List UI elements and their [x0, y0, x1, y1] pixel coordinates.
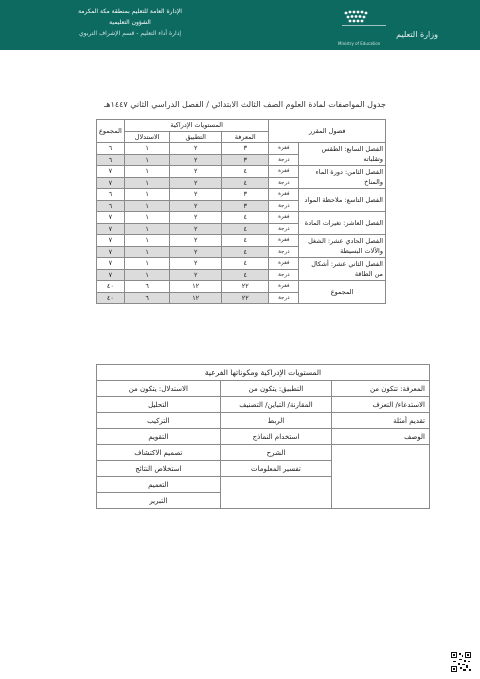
- header-unit: فصول المقرر: [269, 120, 386, 143]
- cell: ٢: [170, 223, 221, 235]
- cell: ١: [124, 177, 170, 189]
- cell: ١: [124, 166, 170, 178]
- cell: ٣: [221, 189, 269, 201]
- header-levels: المستويات الإدراكية: [124, 120, 269, 132]
- cell: ٢: [170, 235, 221, 247]
- cell: ٧: [97, 246, 125, 258]
- cell: ١: [124, 154, 170, 166]
- label-item: فقرة: [269, 212, 299, 224]
- label-item: فقرة: [269, 166, 299, 178]
- cell: ٤: [221, 235, 269, 247]
- cell: ١٢: [170, 292, 221, 304]
- cell: ٦: [97, 154, 125, 166]
- unit-name: الفصل السابع: الطقس وتقلباته: [299, 143, 386, 166]
- list-item: الربط: [220, 413, 332, 429]
- unit-name: الفصل العاشر: تغيرات المادة: [299, 212, 386, 235]
- cell: ٦: [97, 189, 125, 201]
- levels-table-title: المستويات الإدراكية ومكوناتها الفرعية: [97, 365, 430, 381]
- ministry-name: وزارة التعليم: [396, 30, 438, 39]
- cell: ٧: [97, 177, 125, 189]
- list-item: التركيب: [97, 413, 221, 429]
- cell: ٢: [170, 269, 221, 281]
- cell: ٢: [170, 246, 221, 258]
- table-row: [97, 166, 386, 178]
- cell: ٢٢: [221, 281, 269, 293]
- label-score: درجة: [269, 154, 299, 166]
- cell: ٦: [124, 292, 170, 304]
- cell: ٤: [221, 223, 269, 235]
- cell: ٤٠: [97, 281, 125, 293]
- list-item: التقويم: [97, 429, 221, 445]
- cell: ٧: [97, 269, 125, 281]
- cell: ١: [124, 223, 170, 235]
- cell: ٣: [221, 143, 269, 155]
- cognitive-levels-table: [96, 364, 430, 509]
- cell: ٢: [170, 177, 221, 189]
- cell: ٢: [170, 258, 221, 270]
- header-total: المجموع: [97, 120, 125, 143]
- specification-table: [96, 119, 386, 304]
- label-score: درجة: [269, 223, 299, 235]
- qr-code-icon: [451, 652, 471, 672]
- document-title: جدول المواصفات لمادة العلوم الصف الثالث الابتدائي / الفصل الدراسي الثاني ١٤٤٧هـ: [103, 100, 386, 109]
- table-row: [97, 258, 386, 270]
- cell: ٧: [97, 223, 125, 235]
- list-item: تصميم الاكتشاف: [97, 445, 221, 461]
- empty-cell: [332, 445, 430, 509]
- levels-header-application: التطبيق: يتكون من: [220, 381, 332, 397]
- cell: ٤: [221, 166, 269, 178]
- cell: ١: [124, 258, 170, 270]
- empty-cell: [220, 477, 332, 509]
- label-score: درجة: [269, 269, 299, 281]
- cell: ٤: [221, 258, 269, 270]
- label-item: فقرة: [269, 143, 299, 155]
- cell: ١: [124, 143, 170, 155]
- cell: ١: [124, 212, 170, 224]
- cell: ٢: [170, 166, 221, 178]
- unit-name: الفصل الحادي عشر: الشغل والآلات البسيطة: [299, 235, 386, 258]
- cell: ٤: [221, 177, 269, 189]
- list-item: التحليل: [97, 397, 221, 413]
- cell: ٧: [97, 212, 125, 224]
- list-item: تفسير المعلومات: [220, 461, 332, 477]
- table-row: [97, 143, 386, 155]
- cell: ١: [124, 200, 170, 212]
- page-header: [0, 0, 480, 50]
- cell: ٦: [97, 143, 125, 155]
- label-item: فقرة: [269, 235, 299, 247]
- cell: ١: [124, 189, 170, 201]
- total-row: [97, 281, 386, 293]
- unit-name: الفصل الثاني عشر: أشكال من الطاقة: [299, 258, 386, 281]
- cell: ١: [124, 235, 170, 247]
- cell: ٧: [97, 235, 125, 247]
- cell: ١٢: [170, 281, 221, 293]
- table-row: [97, 235, 386, 247]
- label-score: درجة: [269, 200, 299, 212]
- list-item: الاستدعاء/ التعرف: [332, 397, 430, 413]
- label-item: فقرة: [269, 281, 299, 293]
- cell: ٦: [124, 281, 170, 293]
- list-item: الشرح: [220, 445, 332, 461]
- cell: ١: [124, 246, 170, 258]
- header-application: التطبيق: [170, 131, 221, 143]
- cell: ٧: [97, 166, 125, 178]
- label-item: فقرة: [269, 258, 299, 270]
- unit-name: الفصل الثامن: دورة الماء والمناخ: [299, 166, 386, 189]
- cell: ٤: [221, 246, 269, 258]
- header-reasoning: الاستدلال: [124, 131, 170, 143]
- levels-header-reasoning: الاستدلال: يتكون من: [97, 381, 221, 397]
- cell: ٣: [221, 154, 269, 166]
- cell: ٧: [97, 258, 125, 270]
- levels-header-knowledge: المعرفة: تتكون من: [332, 381, 430, 397]
- unit-name: الفصل التاسع: ملاحظة المواد: [299, 189, 386, 212]
- administration-block: [30, 6, 230, 39]
- admin-line-1: الإدارة العامة للتعليم بمنطقة مكة المكرمة: [78, 8, 182, 15]
- list-item: التبرير: [97, 493, 221, 509]
- admin-line-2: الشؤون التعليمية: [109, 19, 151, 26]
- cell: ٤٠: [97, 292, 125, 304]
- ministry-name-en: Ministry of Education: [338, 41, 381, 46]
- list-item: تقديم أمثلة: [332, 413, 430, 429]
- label-score: درجة: [269, 292, 299, 304]
- label-score: درجة: [269, 246, 299, 258]
- total-label: المجموع: [299, 281, 386, 304]
- cell: ٣: [221, 200, 269, 212]
- admin-line-3: إدارة أداء التعليم - قسم الإشراف التربوي: [78, 30, 182, 37]
- header-knowledge: المعرفة: [221, 131, 269, 143]
- cell: ٢: [170, 154, 221, 166]
- list-item: استخلاص النتائج: [97, 461, 221, 477]
- cell: ٢: [170, 200, 221, 212]
- label-score: درجة: [269, 177, 299, 189]
- cell: ٢: [170, 143, 221, 155]
- list-item: استخدام النماذج: [220, 429, 332, 445]
- list-item: التعميم: [97, 477, 221, 493]
- cell: ٤: [221, 212, 269, 224]
- cell: ٤: [221, 269, 269, 281]
- cell: ٢: [170, 189, 221, 201]
- cell: ٦: [97, 200, 125, 212]
- table-row: [97, 189, 386, 201]
- list-item: المقارنة/ التباين/ التصنيف: [220, 397, 332, 413]
- cell: ٢٢: [221, 292, 269, 304]
- cell: ٢: [170, 212, 221, 224]
- cell: ١: [124, 269, 170, 281]
- table-row: [97, 212, 386, 224]
- list-item: الوصف: [332, 429, 430, 445]
- label-item: فقرة: [269, 189, 299, 201]
